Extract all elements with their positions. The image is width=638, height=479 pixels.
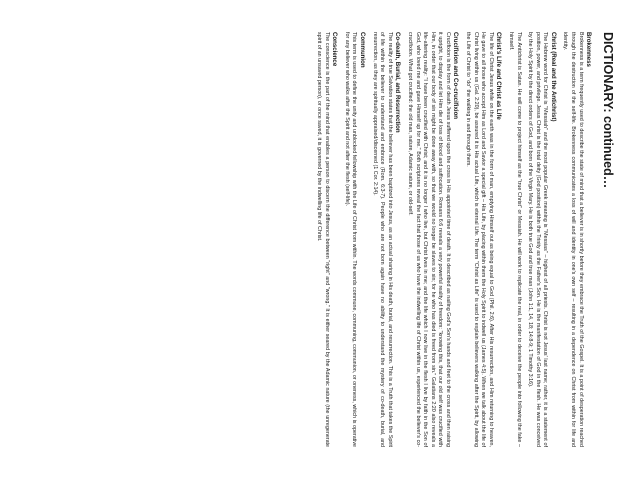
section-heading: Christ's Life and Christ as Life xyxy=(495,32,503,120)
section-heading: Christ (Real and the Antichrist) xyxy=(549,32,557,122)
section-communion xyxy=(342,32,366,447)
section-heading: Communion xyxy=(359,32,367,68)
section-conscience xyxy=(315,32,339,447)
section-paragraph: The Antichrist is Satan. He will come to project himself as the "true Christ" or Messiah. He will work to replicate the real, in order to deceive the people into following the fake – himself. xyxy=(507,32,522,447)
section-heading: Crucifixion and Co-crucifixion xyxy=(452,32,460,120)
document-title: DICTIONARY: continued… xyxy=(601,32,615,189)
section-paragraph: Brokenness is a term frequently used to describe the state of mind that a believer is in shortly before they embrace the Truth of the Gospel. It is a point of desperation reached through the destruction of the self-life. Brokenness communicates a loss of will and identity in one's own self – resulting in a dependence on Christ from within for life and identity. xyxy=(562,32,584,447)
section-paragraph: The reality of true Salvation states that the believer has been baptized into Jesus, as an actual sharing in His death, burial, and resurrection. This is a Truth that takes the Spirit of life within the believer to understand and embrace (Rom. 6:3-7). People who are not born again have no ability to understand the mystery of co-death, burial, and resurrection, as they are spiritually appraised/discerned (1 Cor. 2:14). xyxy=(371,32,393,447)
section-heading: Conscience xyxy=(331,32,339,67)
section-christs-life xyxy=(463,32,502,447)
section-brokenness xyxy=(561,32,592,447)
section-co-death xyxy=(370,32,401,447)
section-paragraph: Crucifixion is the form of death Jesus suffered upon the cross in His appointed time of death. It is described as nailing God's Son's hands and feet to the cross and then raising it upright, to display and let Him die of loss of blood and suffocation. Romans 6:6 reveals a very powerful reality of freedom: "knowing this, that our old self was crucified with Him, in order that our body of sin might be done away with, so that we would no longer be slaves to sin; for he who has died is freed from sin." Galatians 2:20 also reveals a life-altering reality: "I have been crucified with Christ; and it is no longer I who live, but Christ lives in me; and the life which I now live in the flesh I live by faith in the Son of God, who loved me and gave Himself up for me." Both scriptures reveal the fact that those of us who have the indwelling life of Christ within us, experienced the believer's co-crucifixion. What got crucified: the old man, nature, Adamic nature, or old-self. xyxy=(406,32,451,447)
section-christ xyxy=(506,32,557,447)
section-paragraph: The life of Christ Jesus while on the earth was in the form of man, emptying Himself out as being equal to God (Phil. 2:6). After His resurrection, and Him returning to heaven, He gave to all those who accept Him as Lord and Savior a special gift – His Life, by placing within them the Holy Spirit to indwell us (James 4:5). When we talk about the life of Christ living within us (Gal. 2:20), be assured it is His actual Life, which is eternal Life. The term "Christ as Life" is used to explain believers walking after the Spirit, by allowing the Life of Christ to "do" the walking in and through them. xyxy=(465,32,494,447)
section-paragraph: The Hebrew word for Christ is "Messiah" and the most popular Greek meaning is "Messias" – highest of all priests. Christ is not Jesus' last name; rather, it is a statement of position, power, and privilege. Jesus Christ is the total deity (God position) within the Trinity as the Father's Son. He is the manifestation of God in the flesh. He was conceived by the Holy Spirit by the direct orders of God, and born of the Virgin Mary. He is both true God and true man (John 1:1, 14, 18; 14:8-9; 1 Timothy 3:16). xyxy=(527,32,549,447)
section-paragraph: This term is used to define the unity and unblocked fellowship with the Life of Christ from within. The words commune, communing, communion, or oneness, which is operative for any believer who walks after the Spirit and not after the flesh (self-life). xyxy=(343,32,358,447)
section-heading: Co-death, Burial, and Resurrection xyxy=(394,32,402,133)
section-paragraph: The conscience is the part of the mind that enables a person to discern the difference between "right" and "wrong." It is either seared by the Adamic nature (the unregenerate spirit of an unsaved person), or once saved, it is governed by the indwelling life of Christ. xyxy=(316,32,330,447)
section-heading: Brokenness xyxy=(585,32,593,67)
section-crucifixion xyxy=(405,32,459,447)
